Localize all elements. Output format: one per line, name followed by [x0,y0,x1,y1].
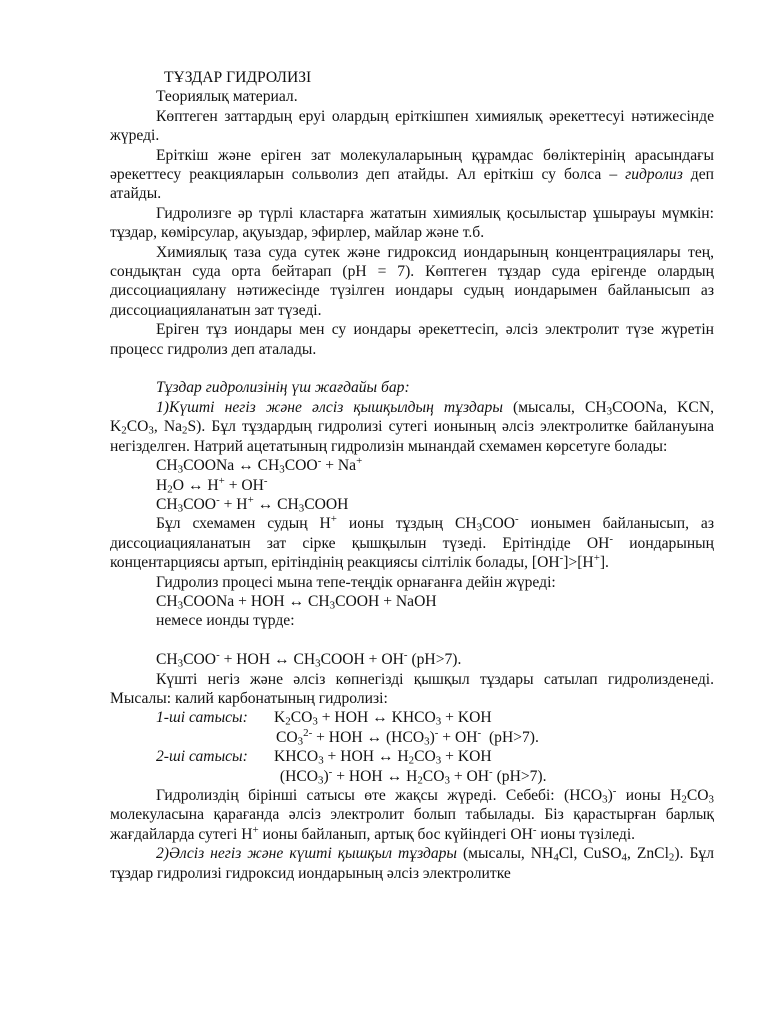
equation-stage-1: 1-ші сатысы: $K_2CO_3$ + HOH ↔ $KHCO_3$ + KOH [156,709,492,729]
document-page [110,68,714,883]
equation-stage-2: 2-ші сатысы: $KHCO_3$ + HOH ↔ $H_2CO_3$ + KOH [156,748,492,767]
case-2-paragraph: 2)Әлсіз негіз және күшті қышқыл тұздары (мысалы, $NH_4Cl$, CuSO$_4$, ZnCl$_2$). Бұл тұздар гидролизі гидроксид иондарының әлсіз электролитке [110,845,714,882]
paragraph: Еріткіш және еріген зат молекулаларының құрамдас бөліктерінің арасындағы әрекеттесу реакцияларын сольволиз деп атайды. Ал еріткіш су болса – гидролиз деп атайды. [110,146,714,203]
section-subtitle: Теориялық материал. [156,88,298,106]
equation: $CH_3COONa$ ↔ $CH_3COO^- + Na^+$ [156,455,363,476]
term-hydrolysis: гидролиз [625,166,683,184]
equation: $CH_3COO^-$ + HOH ↔ $CH_3COOH + OH^-$ (pH>7). [156,649,462,670]
cases-heading: Тұздар гидролизінің үш жағдайы бар: [156,379,410,397]
paragraph: Еріген тұз иондары мен су иондары әрекеттесіп, әлсіз электролит түзе жүретін процесс гидролиз деп аталады. [110,321,714,358]
equation: $CO_3^{2-}$ + HOH ↔ $(HCO_3)^- + OH^-$ (pH>7). [276,726,539,748]
equation: $H_2O$ ↔ H+ + OH- [156,474,268,496]
page-title: ТҰЗДАР ГИДРОЛИЗІ [164,69,312,86]
paragraph: Гидролиз процесі мына тепе-теңдік орнағанға дейін жүреді: [156,573,556,591]
paragraph: Гидролизге әр түрлі кластарға жататын химиялық қосылыстар ұшырауы мүмкін: тұздар, көмірсулар, ақуыздар, эфирлер, майлар және т.б. [110,204,714,242]
paragraph: Гидролиздің бірінші сатысы өте жақсы жүреді. Себебі: $(НСО_3)^-$ ионы $Н_2СО_3$ молекуласына қарағанда әлсіз электролит болып табылады. Біз қарастырған барлық жағдайларда сутегі Н+ ионы байланып, артық бос күйіндегі ОН- ионы түзіледі. [110,785,714,843]
equation: $CH_3COO^- + H^+$ ↔ $CH_3COOH$ [156,493,349,515]
paragraph: Көптеген заттардың еруі олардың еріткішпен химиялық әрекеттесуі нәтижесінде жүреді. [110,107,714,145]
paragraph: Күшті негіз және әлсіз көпнегізді қышқыл тұздары сатылап гидролизденеді. Мысалы: калий карбонатының гидролизі: [110,670,714,707]
case-1-paragraph: 1)Күшті негіз және әлсіз қышқылдың тұздары (мысалы, $CH_3COONa$, KCN, $K_2CO_3$, $Na_2S$). Бұл тұздардың гидролизі сутегі ионының әлсіз электролитке байлануына негізделген. Натрий ацетатының гидролизін мынандай схемамен көрсетуге болады: [110,398,714,455]
paragraph: немесе ионды түрде: [156,612,295,630]
paragraph: Химиялық таза суда сутек және гидроксид иондарының концентрациялары тең, сондықтан суда орта бейтарап (рН = 7). Көптеген тұздар суда ерігенде олардың диссоциациялану нәтижесінде түзілген иондары судың иондарымен байланысып аз диссоциацияланатын зат түзеді. [110,243,714,319]
paragraph: Бұл схемамен судың Н+ ионы тұздың $CH_3COO^-$ ионымен байланысып, аз диссоциацияланатын зат сірке қышқылын түзеді. Ерітіндіде ОН- иондарының концентарциясы артып, ерітіндінің реакциясы сілтілік болады, [OH-]>[H+]. [110,513,714,572]
equation: $(HCO_3)^-$ + HOH ↔ $H_2CO_3 + OH^-$ (pH>7). [276,765,547,787]
equation: $CH_3COONa$ + HOH ↔ $CH_3COOH$ + NaOH [156,592,437,612]
